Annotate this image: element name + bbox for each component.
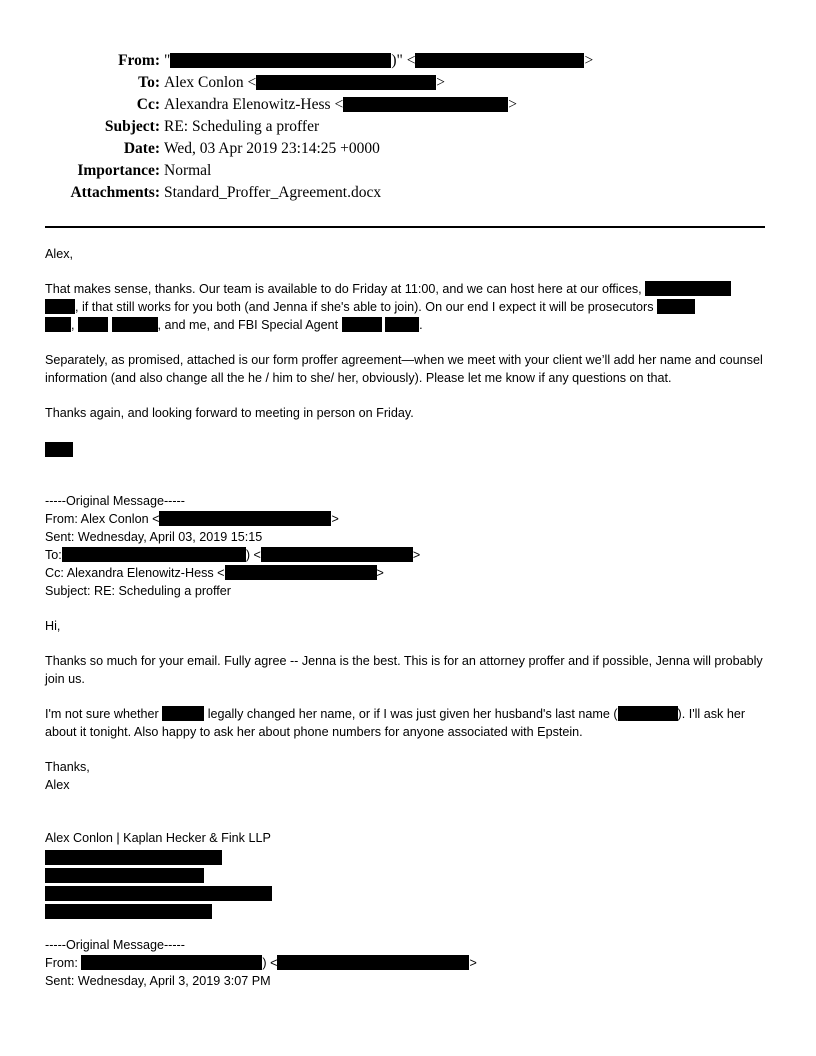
redaction [81, 955, 262, 970]
date-row [0, 138, 816, 160]
redaction [261, 547, 413, 562]
redaction [415, 53, 584, 68]
cc-value: Alexandra Elenowitz-Hess < > [164, 96, 517, 113]
redaction [342, 317, 382, 332]
body-paragraph: Thanks again, and looking forward to meeting in person on Friday. [45, 406, 414, 420]
redacted-signature-line [45, 886, 272, 901]
email-header [0, 50, 816, 204]
sender-name: Alex [45, 778, 70, 792]
redacted-signature [45, 442, 73, 457]
body-paragraph: That makes sense, thanks. Our team is available to do Friday at 11:00, and we can host here at our offices, , if that still works for you both (and Jenna if she's able to join). On our end I expect it will be prosecutors , , and me, and FBI Special Agent . [45, 280, 769, 334]
redaction [645, 281, 731, 296]
redaction [256, 75, 436, 90]
body-paragraph: Thanks so much for your email. Fully agree -- Jenna is the best. This is for an attorney proffer and if possible, Jenna will probably join us. [45, 654, 763, 686]
subject-label: Subject: [104, 118, 160, 135]
original-message-divider: -----Original Message----- [45, 938, 185, 952]
header-divider [45, 226, 765, 228]
sign-off: Thanks, [45, 760, 90, 774]
redaction [62, 547, 246, 562]
subject-row [0, 116, 816, 138]
attachment-link[interactable]: Standard_Proffer_Agreement.docx [164, 184, 382, 201]
subject-value: RE: Scheduling a proffer [164, 118, 320, 135]
redaction [45, 299, 75, 314]
greeting: Hi, [45, 619, 61, 633]
importance-row [0, 160, 816, 182]
redaction [162, 706, 204, 721]
original-cc: Cc: Alexandra Elenowitz-Hess < > [45, 566, 384, 580]
redaction [657, 299, 695, 314]
redaction [385, 317, 419, 332]
message-body [45, 245, 769, 990]
redaction [618, 706, 678, 721]
original-subject: Subject: RE: Scheduling a proffer [45, 584, 231, 598]
attachments-row [0, 182, 816, 204]
redaction [277, 955, 469, 970]
attachments-label: Attachments: [70, 184, 160, 201]
original-to: To: ) < > [45, 548, 421, 562]
original-message-divider: -----Original Message----- [45, 494, 185, 508]
cc-row [0, 94, 816, 116]
original-from: From: ) < > [45, 956, 477, 970]
body-paragraph: Separately, as promised, attached is our form proffer agreement—when we meet with your client we’ll add her name and counsel information (and also change all the he / him to she/ her, obviously). Please let me know if any questions on that. [45, 353, 763, 385]
original-sent: Sent: Wednesday, April 03, 2019 15:15 [45, 530, 263, 544]
redacted-signature-line [45, 850, 222, 865]
redaction [112, 317, 158, 332]
date-label: Date: [123, 140, 160, 157]
to-row [0, 72, 816, 94]
body-paragraph: I'm not sure whether legally changed her name, or if I was just given her husband's last name ( ). I'll ask her about it tonight. Also happy to ask her about phone numbers for anyone associated with Epstein. [45, 707, 746, 739]
redaction [225, 565, 377, 580]
from-label: From: [118, 52, 160, 69]
redaction [170, 53, 391, 68]
cc-label: Cc: [136, 96, 160, 113]
importance-label: Importance: [77, 162, 160, 179]
original-sent: Sent: Wednesday, April 3, 2019 3:07 PM [45, 974, 271, 988]
date-value: Wed, 03 Apr 2019 23:14:25 +0000 [164, 140, 380, 157]
to-label: To: [138, 74, 160, 91]
from-row [0, 50, 816, 72]
signature-line: Alex Conlon | Kaplan Hecker & Fink LLP [45, 831, 271, 845]
redacted-signature-line [45, 904, 212, 919]
from-value: " )" < > [164, 52, 594, 69]
to-value: Alex Conlon < > [164, 74, 446, 91]
redaction [45, 317, 71, 332]
redaction [343, 97, 508, 112]
greeting: Alex, [45, 247, 73, 261]
original-from: From: Alex Conlon < > [45, 512, 339, 526]
redacted-signature-line [45, 868, 204, 883]
redaction [159, 511, 331, 526]
importance-value: Normal [164, 162, 212, 179]
redaction [78, 317, 108, 332]
